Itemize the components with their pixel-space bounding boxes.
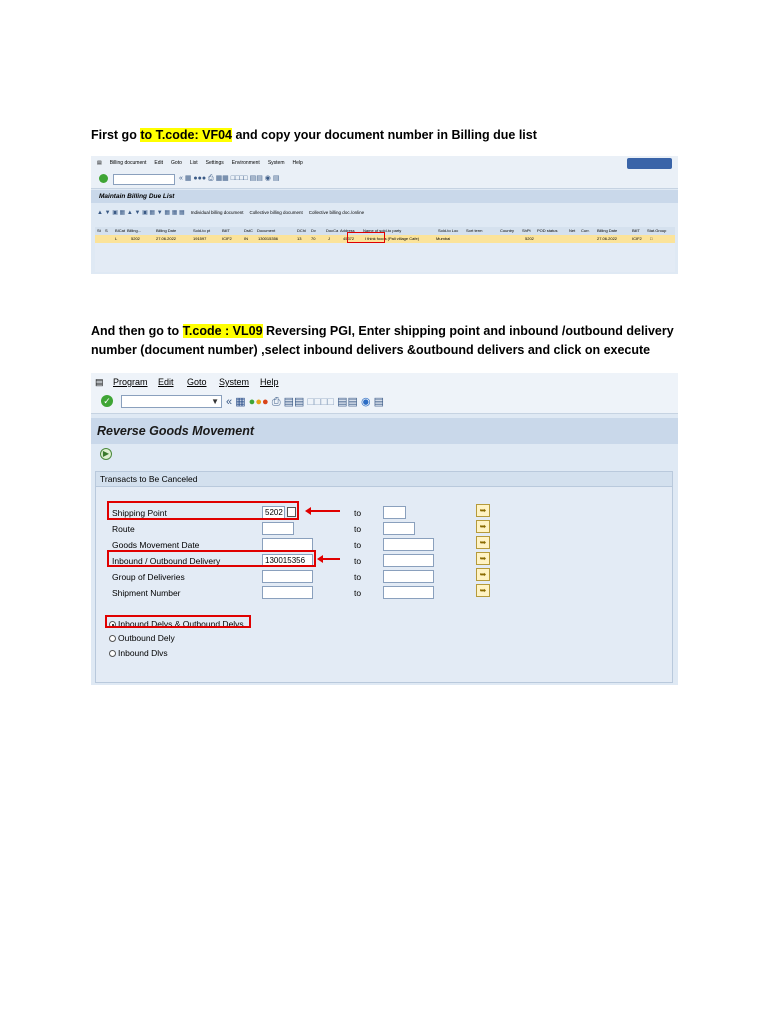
step2-prefix: And then go to (91, 324, 183, 338)
shipping-point-to-input[interactable] (383, 506, 406, 519)
execute-icon[interactable]: ▶ (100, 448, 112, 460)
step2-tcode-highlight: T.code : VL09 (182, 324, 263, 338)
print-icon[interactable]: ⎙ (271, 396, 281, 408)
vf04-menu-goto[interactable]: Goto (171, 160, 182, 166)
radio-outbound-dely[interactable] (109, 633, 175, 643)
col-shpt[interactable]: ShPt (522, 228, 531, 233)
route-to-input[interactable] (383, 522, 415, 535)
shipping-point-label: Shipping Point (112, 508, 167, 518)
goods-movement-date-to-input[interactable] (383, 538, 434, 551)
multiple-selection-button-shipping-point[interactable]: ➥ (476, 504, 490, 517)
col-st[interactable]: St (97, 228, 101, 233)
vf04-menu-settings[interactable]: Settings (205, 160, 224, 166)
vl09-menu-goto[interactable]: Goto (187, 377, 207, 387)
shipping-point-to-label: to (354, 508, 362, 518)
col-dstc[interactable]: DstC (244, 228, 253, 233)
multiple-selection-button-delivery[interactable]: ➥ (476, 552, 490, 565)
row-bicat: L (115, 236, 118, 241)
vf04-menu-list[interactable]: List (189, 160, 198, 166)
row-billt: ICIF2 (222, 236, 232, 241)
radio-unselected-indicator (109, 650, 116, 657)
radio-inbound-dlvs[interactable] (109, 648, 168, 658)
col-pod-status[interactable]: POD status (537, 228, 558, 233)
group-of-deliveries-from-input[interactable] (262, 570, 313, 583)
goods-movement-date-to-label: to (354, 540, 362, 550)
col-net[interactable]: Net (569, 228, 576, 233)
route-to-label: to (354, 524, 362, 534)
vf04-toolbar-icons[interactable]: « ▦ ●●● ⎙ ▦▦ □□□□ ▤▤ ◉ ▤ (179, 175, 280, 182)
vf04-menu-billing-document[interactable]: Billing document (109, 160, 147, 166)
shipment-number-from-input[interactable] (262, 586, 313, 599)
delivery-from-input[interactable]: 130015356 (262, 554, 313, 567)
col-dchl[interactable]: DChl (297, 228, 306, 233)
annotation-document-number-box (347, 232, 385, 243)
col-billing[interactable]: Billing... (127, 228, 142, 233)
group-of-deliveries-label: Group of Deliveries (112, 572, 185, 582)
step1-suffix: and copy your document number in Billing due list (232, 128, 537, 142)
vf04-menu-edit[interactable]: Edit (154, 160, 164, 166)
enter-check-icon[interactable]: ✓ (101, 395, 113, 407)
chevron-down-icon[interactable]: ▼ (211, 397, 219, 406)
row-billing: 5202 (131, 236, 140, 241)
shortcut-icon[interactable]: ▤ (347, 396, 358, 408)
row-dchl: 13 (297, 236, 302, 241)
vf04-screen-title: Maintain Billing Due List (91, 190, 678, 203)
vl09-standard-toolbar (91, 391, 678, 414)
shipment-number-to-label: to (354, 588, 362, 598)
transacts-to-be-canceled-group (95, 471, 673, 683)
collective-billing-online-button[interactable]: Collective billing doc./online (308, 210, 365, 215)
instruction-step-2 (91, 322, 674, 360)
row-address: 45372 (343, 236, 355, 241)
vf04-menu-environment[interactable]: Environment (231, 160, 260, 166)
col-billing-date[interactable]: Billing Date (156, 228, 177, 233)
col-docca[interactable]: DocCa (326, 228, 339, 233)
inbound-outbound-delivery-label: Inbound / Outbound Delivery (112, 556, 221, 566)
cancel-icon[interactable]: ● (261, 396, 269, 408)
col-stat-group[interactable]: Stat.Group (647, 228, 667, 233)
document-icon[interactable]: □ (650, 236, 653, 241)
delivery-to-label: to (354, 556, 362, 566)
group-of-deliveries-to-input[interactable] (383, 570, 434, 583)
vf04-command-field[interactable] (113, 174, 175, 185)
page-navigation-icons[interactable]: □□□□ (307, 396, 334, 408)
col-billt[interactable]: BillT (222, 228, 230, 233)
vf04-menu-system[interactable]: System (267, 160, 285, 166)
vl09-toolbar-icons (226, 394, 384, 410)
multiple-selection-button-group[interactable]: ➥ (476, 568, 490, 581)
vf04-grid-header (95, 227, 675, 235)
col-document[interactable]: Document (257, 228, 276, 233)
vl09-screen-title: Reverse Goods Movement (91, 418, 678, 444)
col-address[interactable]: Address (340, 228, 355, 233)
radio-inbound-label: Inbound Dlvs (118, 648, 168, 658)
step2-suffix: Reversing PGI, Enter shipping point and inbound /outbound delivery (262, 324, 674, 338)
col-billt-2[interactable]: BillT (632, 228, 640, 233)
individual-billing-button[interactable]: Individual billing document (190, 210, 244, 215)
row-billt-2: ICIF2 (632, 236, 642, 241)
vf04-standard-toolbar (91, 171, 678, 189)
multiple-selection-button-route[interactable]: ➥ (476, 520, 490, 533)
row-dstc: IN (244, 236, 248, 241)
radio-inbound-outbound-label: Inbound Delvs & Outbound Delvs (118, 619, 244, 629)
step1-tcode-highlight: to T.code: VF04 (140, 128, 232, 142)
col-billing-date-2[interactable]: Billing Date (597, 228, 618, 233)
shipment-number-to-input[interactable] (383, 586, 434, 599)
row-shpt: 5202 (525, 236, 534, 241)
row-name: I think foods (Pali village Cafe) (365, 236, 420, 241)
goods-movement-date-label: Goods Movement Date (112, 540, 200, 550)
annotation-radio-box (105, 615, 251, 628)
save-icon[interactable]: ▦ (235, 396, 246, 408)
annotation-arrow-shipping-point (310, 510, 340, 512)
row-billing-date: 27.06.2022 (156, 236, 177, 241)
radio-outbound-label: Outbound Dely (118, 633, 175, 643)
enter-check-icon[interactable] (99, 174, 108, 183)
route-from-input[interactable] (262, 522, 294, 535)
row-document: 130015356 (258, 236, 279, 241)
vf04-app-toolbar-icons[interactable]: ▲ ▼ ▣ ▦ ▲ ▼ ▣ ▦ ▼ ▦ ▦ ▦ (97, 210, 185, 216)
col-sort-term[interactable]: Sort term (466, 228, 483, 233)
multiple-selection-button-shipment[interactable]: ➥ (476, 584, 490, 597)
col-curr[interactable]: Curr. (581, 228, 590, 233)
vf04-billing-row[interactable] (95, 235, 675, 243)
col-sold-to[interactable]: Sold-to pt (193, 228, 211, 233)
col-dv[interactable]: Dv (311, 228, 316, 233)
annotation-delivery-box (107, 550, 316, 567)
row-docca: J (328, 236, 330, 241)
row-billing-date-2: 27.06.2022 (597, 236, 618, 241)
delivery-to-input[interactable] (383, 554, 434, 567)
instruction-step-1 (91, 126, 537, 145)
col-country[interactable]: Country (500, 228, 515, 233)
step1-prefix: First go (91, 128, 141, 142)
vf04-grid-empty-area (95, 243, 675, 272)
shipment-number-label: Shipment Number (112, 588, 181, 598)
step2-line-2: number (document number) ,select inbound delivers &outbound delivers and click on execute (91, 343, 651, 357)
customize-layout-icon[interactable]: ▤ (373, 396, 385, 408)
row-sold-to: 191597 (193, 236, 207, 241)
menu-icon[interactable]: ▤ (97, 160, 102, 166)
col-s[interactable]: S (105, 228, 108, 233)
vf04-menu-bar (91, 156, 678, 171)
vl09-menu-program[interactable]: Program (113, 377, 148, 387)
back-icon[interactable]: ● (248, 396, 256, 408)
row-location: Mumbai (436, 236, 451, 241)
vf04-application-toolbar (91, 205, 678, 220)
vf04-menu-help[interactable]: Help (292, 160, 303, 166)
exit-icon[interactable]: ● (255, 396, 262, 408)
shipping-point-from-input[interactable]: 5202 (262, 506, 285, 519)
multiple-selection-button-date[interactable]: ➥ (476, 536, 490, 549)
vl09-menu-help[interactable]: Help (260, 377, 279, 387)
radio-unselected-indicator (109, 635, 116, 642)
col-bicat[interactable]: BICat (115, 228, 126, 233)
vl09-menu-bar (91, 373, 678, 391)
new-session-icon[interactable]: ▤ (337, 396, 348, 408)
row-dv: 70 (311, 236, 316, 241)
vf04-screenshot (91, 156, 678, 274)
group-title: Transacts to Be Canceled (96, 472, 672, 487)
history-back-icon[interactable]: « (226, 396, 233, 408)
col-name[interactable]: Name of sold-to party (363, 228, 402, 233)
menu-icon[interactable]: ▤ (95, 377, 104, 387)
find-icon[interactable]: ▤▤ (283, 396, 305, 408)
route-label: Route (112, 524, 135, 534)
group-of-deliveries-to-label: to (354, 572, 362, 582)
annotation-shipping-point-box (107, 501, 299, 520)
vl09-command-field[interactable] (121, 395, 222, 408)
col-sold-to-loc[interactable]: Sold-to Loc (438, 228, 459, 233)
annotation-arrow-delivery (322, 558, 340, 560)
vl09-screenshot (91, 373, 678, 685)
help-icon[interactable]: ◉ (360, 396, 371, 408)
collective-billing-button[interactable]: Collective billing document (249, 210, 303, 215)
window-controls[interactable] (627, 158, 672, 169)
vl09-menu-system[interactable]: System (219, 377, 250, 387)
vl09-menu-edit[interactable]: Edit (158, 377, 174, 387)
